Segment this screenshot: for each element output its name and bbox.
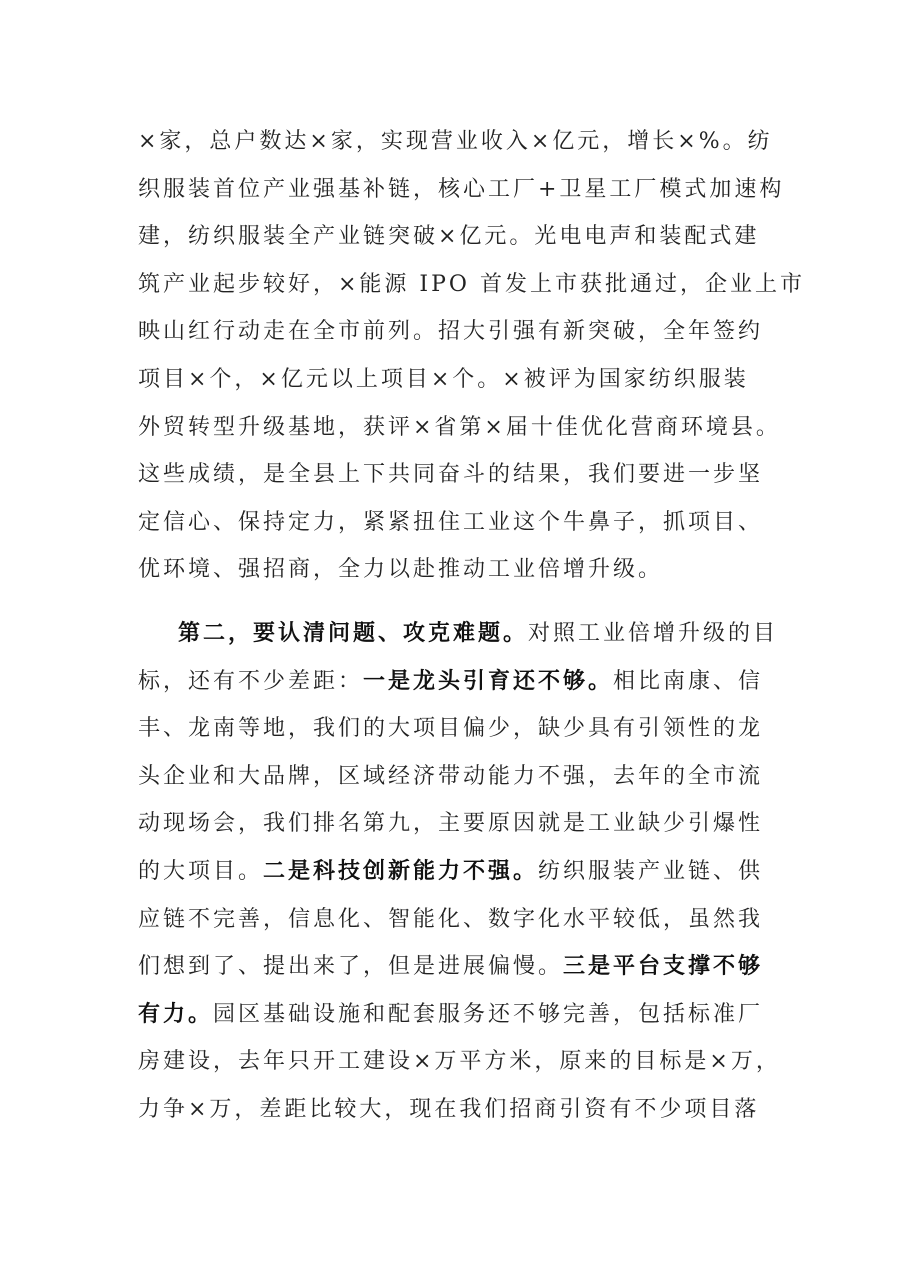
text-run: 项目×个，×亿元以上项目×个。×被评为国家纺织服装 — [138, 366, 749, 392]
text-run: 建，纺织服装全产业链突破×亿元。光电电声和装配式建 — [138, 224, 760, 250]
text-run: 头企业和大品牌，区域经济带动能力不强，去年的全市流 — [138, 763, 764, 789]
text-run: 动现场会，我们排名第九，主要原因就是工业缺少引爆性 — [138, 811, 764, 837]
text-line — [138, 451, 778, 499]
text-run: 对照工业倍增升级的目 — [528, 621, 779, 646]
text-line — [138, 308, 778, 356]
text-line — [138, 991, 778, 1039]
text-run: 织服装首位产业强基补链，核心工厂+卫星工厂模式加速构 — [138, 176, 785, 202]
text-line — [138, 356, 778, 404]
text-run: 园区基础设施和配套服务还不够完善，包括标准厂 — [213, 1001, 764, 1027]
text-run: 映山红行动走在全市前列。招大引强有新突破，全年签约 — [138, 319, 764, 345]
text-line — [138, 943, 778, 991]
text-line — [138, 658, 778, 706]
text-run: 这些成绩，是全县上下共同奋斗的结果，我们要进一步坚 — [138, 462, 764, 488]
text-run: 筑产业起步较好，×能源 IPO 首发上市获批通过，企业上市 — [138, 271, 805, 297]
text-run: 标，还有不少差距： — [138, 668, 364, 694]
problem-two-heading: 二是科技创新能力不强。 — [263, 857, 539, 884]
text-run: 相比南康、信 — [613, 668, 764, 694]
text-line — [138, 261, 805, 309]
problem-three-heading-end: 有力。 — [138, 1000, 214, 1027]
text-run: 纺织服装产业链、供 — [538, 858, 764, 884]
text-run: 丰、龙南等地，我们的大项目偏少，缺少具有引领性的龙 — [138, 716, 764, 742]
section-heading: 第二，要认清问题、攻克难题。 — [178, 620, 529, 646]
text-line — [138, 848, 778, 896]
text-line — [138, 499, 778, 547]
text-line — [138, 546, 778, 594]
text-line — [138, 705, 778, 753]
problem-one-heading: 一是龙头引育还不够。 — [363, 667, 614, 694]
problem-three-heading: 三是平台支撑不够 — [563, 953, 764, 980]
text-line — [138, 896, 778, 944]
text-line — [138, 404, 781, 452]
text-line — [138, 800, 778, 848]
text-line — [138, 753, 778, 801]
text-run: 们想到了、提出来了，但是进展偏慢。 — [138, 954, 564, 980]
text-line — [138, 1038, 781, 1086]
text-run: ×家，总户数达×家，实现营业收入×亿元，增长×%。纺 — [138, 129, 773, 154]
paragraph-problems — [138, 610, 781, 1134]
text-line — [138, 166, 785, 214]
text-run: 外贸转型升级基地，获评×省第×届十佳优化营商环境县。 — [138, 414, 781, 440]
text-run: 力争×万，差距比较大，现在我们招商引资有不少项目落 — [138, 1096, 760, 1122]
text-line — [138, 1086, 778, 1134]
paragraph-achievements — [138, 118, 805, 594]
text-line — [138, 213, 778, 261]
text-run: 房建设，去年只开工建设×万平方米，原来的目标是×万， — [138, 1049, 781, 1075]
text-line — [138, 118, 778, 166]
text-line — [138, 610, 778, 658]
text-run: 定信心、保持定力，紧紧扭住工业这个牛鼻子，抓项目、 — [138, 509, 764, 535]
text-run: 的大项目。 — [138, 858, 264, 884]
text-run: 优环境、强招商，全力以赴推动工业倍增升级。 — [138, 557, 664, 583]
text-run: 应链不完善，信息化、智能化、数字化水平较低，虽然我 — [138, 906, 764, 932]
